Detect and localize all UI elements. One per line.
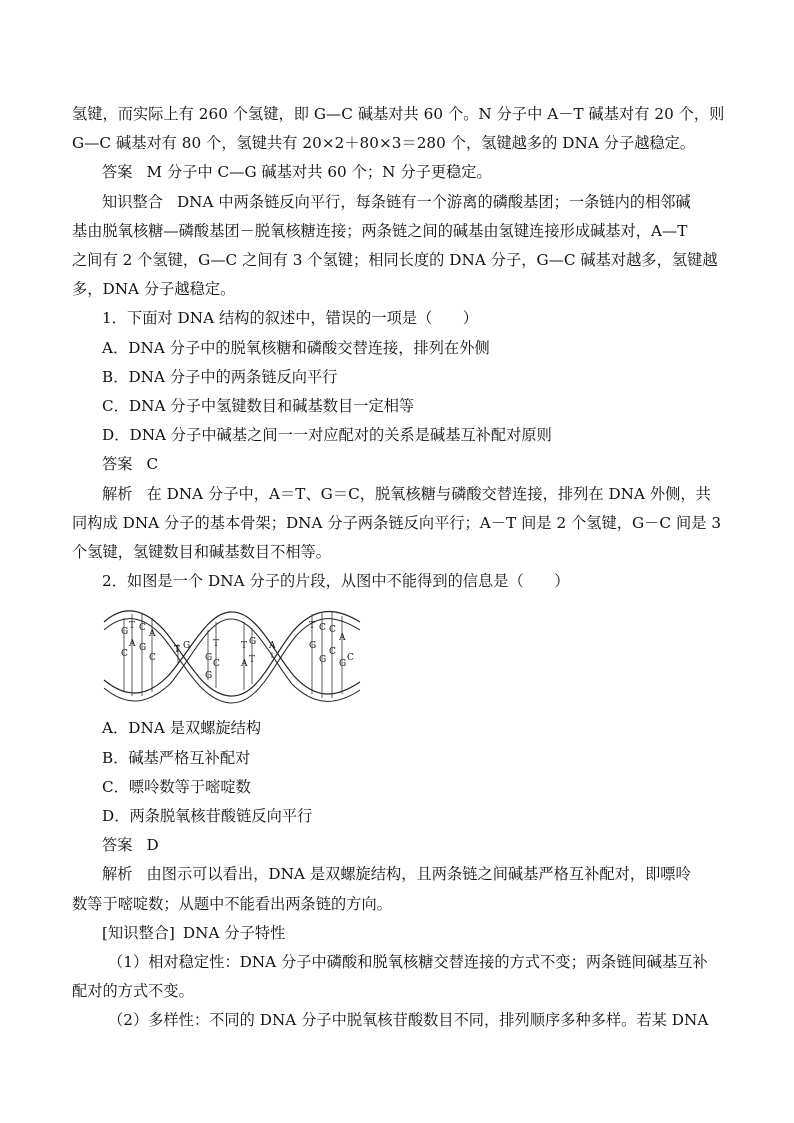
integration-1-line-3: 之间有 2 个氢键，G—C 之间有 3 个氢键；相同长度的 DNA 分子，G—C 碱基对越多，氢键越 <box>72 251 718 270</box>
integration-2-title: DNA 分子特性 <box>182 923 286 942</box>
base-letter: G <box>339 659 347 670</box>
integration-1-line-1: 知识整合 DNA 中两条链反向平行，每条链有一个游离的磷酸基团；一条链内的相邻碱 <box>102 192 691 211</box>
intro-line-1: 氢键，而实际上有 260 个氢键，即 G—C 碱基对共 60 个。N 分子中 A－T 碱基对有 20 个，则 <box>72 105 725 123</box>
question-2-analysis-line-1: 解析 由图示可以看出，DNA 是双螺旋结构，且两条链之间碱基严格互补配对，即嘌呤 <box>102 865 691 884</box>
answer-text: M 分子中 C—G 碱基对共 60 个；N 分子更稳定。 <box>146 163 492 182</box>
base-letter: T <box>249 655 256 666</box>
base-letter: A <box>149 629 156 640</box>
base-letter: C <box>121 649 128 660</box>
base-letter: T <box>241 641 248 652</box>
base-letter: C <box>213 659 220 670</box>
base-letter: G <box>249 637 257 648</box>
question-1-analysis-line-3: 个氢键，氢键数目和碱基数目不相等。 <box>72 543 332 562</box>
base-letter: T <box>129 621 136 632</box>
answer-value: C <box>146 455 159 474</box>
integration-2-item-1-line-2: 配对的方式不变。 <box>72 982 194 1001</box>
answer-value: D <box>146 836 159 855</box>
base-letter: A <box>129 639 136 650</box>
base-letter: G <box>205 671 213 682</box>
base-letter: G <box>139 643 147 654</box>
question-2-option-d: D．两条脱氧核苷酸链反向平行 <box>102 807 313 826</box>
base-letter: A <box>269 641 276 652</box>
question-2-stem: 2．如图是一个 DNA 分子的片段，从图中不能得到的信息是（ ） <box>102 572 570 591</box>
base-letter: T <box>174 645 181 656</box>
integration-1-line-2: 基由脱氧核糖—磷酸基团－脱氧核糖连接；两条链之间的碱基由氢键连接形成碱基对，A—T <box>72 221 688 240</box>
integration-2-item-1-line-1: （1）相对稳定性：DNA 分子中磷酸和脱氧核糖交替连接的方式不变；两条链间碱基互补 <box>108 953 708 972</box>
document-page <box>72 100 724 1036</box>
base-letter: G <box>309 641 317 652</box>
base-letter: G <box>121 627 129 638</box>
base-letter: T <box>309 621 316 632</box>
base-letter: G <box>183 641 191 652</box>
analysis-label: 解析 <box>102 484 133 503</box>
question-2-answer: 答案 D <box>102 836 159 855</box>
question-1-analysis-line-1: 解析 在 DNA 分子中，A＝T、G＝C，脱氧核糖与磷酸交替连接，排列在 DNA 外侧，共 <box>102 484 711 503</box>
integration-2-label: [知识整合] <box>102 923 175 942</box>
question-2-analysis-line-2: 数等于嘧啶数；从题中不能看出两条链的方向。 <box>72 894 392 913</box>
base-letter: C <box>329 625 336 636</box>
question-2-option-b: B．碱基严格互补配对 <box>102 748 251 767</box>
integration-label: 知识整合 <box>102 192 163 211</box>
answer-0 <box>72 158 724 187</box>
answer-label: 答案 <box>102 163 133 182</box>
base-letter: C <box>329 647 336 658</box>
integration-1-line-4: 多，DNA 分子越稳定。 <box>72 280 236 299</box>
intro-line-2: G—C 碱基对有 80 个，氢键共有 20×2＋80×3＝280 个，氢键越多的 DNA 分子越稳定。 <box>72 134 696 153</box>
question-1-option-b: B．DNA 分子中的两条链反向平行 <box>102 367 338 386</box>
question-2-option-c: C．嘌呤数等于嘧啶数 <box>102 777 251 796</box>
base-letter: C <box>319 623 326 634</box>
integration-2-item-2-line-1: （2）多样性：不同的 DNA 分子中脱氧核苷酸数目不同，排列顺序多种多样。若某 DNA <box>108 1011 709 1030</box>
question-1-analysis-line-2: 同构成 DNA 分子的基本骨架；DNA 分子两条链反向平行；A－T 间是 2 个氢键，G－C 间是 3 <box>72 513 722 532</box>
question-1-answer: 答案 C <box>102 455 159 474</box>
analysis-label: 解析 <box>102 865 133 884</box>
base-letter: C <box>139 623 146 634</box>
base-letter: C <box>347 653 354 664</box>
question-2-option-a: A．DNA 是双螺旋结构 <box>102 719 262 738</box>
dna-double-helix-figure <box>102 600 362 710</box>
base-letter: G <box>205 653 213 664</box>
base-letter: G <box>319 655 327 666</box>
base-letter: A <box>339 633 346 644</box>
dna-helix-drawing <box>102 600 362 710</box>
base-letter: C <box>149 653 156 664</box>
question-1-option-d: D．DNA 分子中碱基之间一一对应配对的关系是碱基互补配对原则 <box>102 426 552 445</box>
question-1-option-a: A．DNA 分子中的脱氧核糖和磷酸交替连接，排列在外侧 <box>102 338 490 357</box>
base-letter: A <box>241 659 248 670</box>
question-1-stem: 1．下面对 DNA 结构的叙述中，错误的一项是（ ） <box>102 309 479 328</box>
base-letter: T <box>213 639 220 650</box>
integration-2-heading <box>72 919 724 948</box>
question-1-option-c: C．DNA 分子中氢键数目和碱基数目一定相等 <box>102 397 415 416</box>
